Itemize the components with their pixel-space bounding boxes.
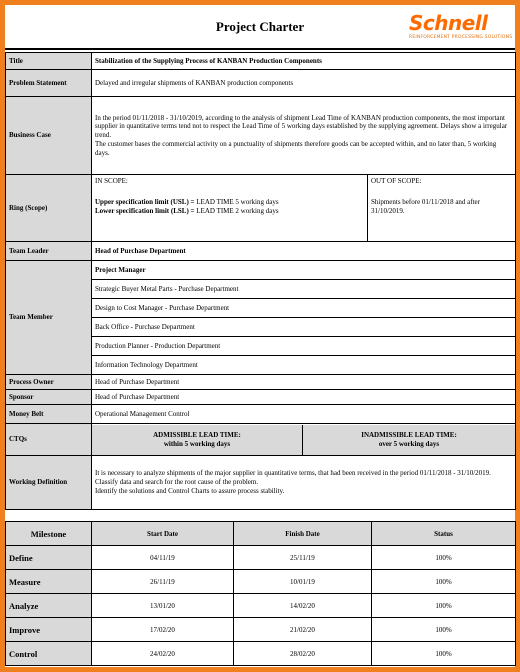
working-label: Working Definition	[6, 456, 92, 510]
row-owner	[6, 375, 516, 390]
row-problem	[6, 70, 516, 97]
milestone-finish: 14/02/20	[234, 594, 372, 618]
out-scope-title: OUT OF SCOPE:	[371, 177, 422, 185]
milestone-header: Milestone	[6, 522, 92, 546]
belt-value: Operational Management Control	[92, 405, 516, 424]
milestone-finish: 25/11/19	[234, 546, 372, 570]
leader-value: Head of Purchase Department	[92, 242, 516, 261]
problem-value: Delayed and irregular shipments of KANBAN production components	[92, 70, 516, 97]
member-item: Design to Cost Manager - Purchase Department	[92, 299, 516, 318]
lsl-line: Lower specification limit (LSL) = LEAD TIME 2 working days	[95, 206, 279, 215]
milestone-status: 100%	[372, 618, 516, 642]
members-label: Team Member	[6, 261, 92, 375]
member-row	[6, 261, 516, 280]
milestone-finish: 28/02/20	[234, 642, 372, 666]
business-value	[92, 97, 516, 175]
milestone-row	[6, 618, 516, 642]
milestone-name: Analyze	[6, 594, 92, 618]
working-value: It is necessary to analyze shipments of the major supplier in quantitative terms, that had been received in the period 01/11/2018 - 31/10/2019. Classify data and search for the root cause of the problem. Identify the solutions and Control Charts to assure process stability.	[92, 456, 516, 510]
owner-value: Head of Purchase Department	[92, 375, 516, 390]
ctq-admissible: ADMISSIBLE LEAD TIME: within 5 working days	[92, 425, 303, 455]
member-item: Project Manager	[92, 261, 516, 280]
status-header: Status	[372, 522, 516, 546]
milestone-finish: 10/01/19	[234, 570, 372, 594]
row-working	[6, 456, 516, 510]
milestone-row	[6, 642, 516, 666]
row-belt	[6, 405, 516, 424]
charter-table	[5, 52, 516, 510]
milestone-start: 24/02/20	[92, 642, 234, 666]
in-scope-cell	[92, 175, 368, 242]
usl-line: Upper specification limit (USL) = LEAD TIME 5 working days	[95, 197, 279, 206]
milestone-finish: 21/02/20	[234, 618, 372, 642]
row-leader	[6, 242, 516, 261]
sponsor-value: Head of Purchase Department	[92, 390, 516, 405]
logo-name: Schnell	[409, 11, 488, 35]
milestone-name: Control	[6, 642, 92, 666]
milestone-status: 100%	[372, 594, 516, 618]
problem-label: Problem Statement	[6, 70, 92, 97]
title-label: Title	[6, 53, 92, 70]
document-header	[5, 5, 515, 50]
row-title	[6, 53, 516, 70]
logo-tagline: REINFORCEMENT PROCESSING SOLUTIONS	[409, 35, 513, 40]
ring-label: Ring (Scope)	[6, 175, 92, 242]
out-scope-value: Shipments before 01/11/2018 and after 31/10/2019.	[371, 197, 480, 215]
row-ctq	[6, 424, 516, 456]
start-header: Start Date	[92, 522, 234, 546]
milestone-header-row	[6, 522, 516, 546]
member-item: Strategic Buyer Metal Parts - Purchase Department	[92, 280, 516, 299]
milestone-status: 100%	[372, 570, 516, 594]
milestone-start: 13/01/20	[92, 594, 234, 618]
sponsor-label: Sponsor	[6, 390, 92, 405]
row-business	[6, 97, 516, 175]
owner-label: Process Owner	[6, 375, 92, 390]
business-label: Business Case	[6, 97, 92, 175]
milestone-status: 100%	[372, 642, 516, 666]
ctq-inadmissible: INADMISSIBLE LEAD TIME: over 5 working days	[303, 425, 516, 455]
milestone-row	[6, 594, 516, 618]
company-logo	[407, 11, 513, 43]
business-p1: In the period 01/11/2018 - 31/10/2019, according to the analysis of shipment Lead Time of KANBAN production components, the most important supplier in quantitative terms tend not to respect the Lead Time of 5 working days established by the supplying agreement. Delays show a irregular trend.	[95, 113, 508, 140]
out-scope-cell	[368, 175, 516, 242]
belt-label: Money Belt	[6, 405, 92, 424]
charter-document	[5, 5, 515, 667]
title-value: Stabilization of the Supplying Process of KANBAN Production Components	[92, 53, 516, 70]
in-scope-title: IN SCOPE:	[95, 177, 128, 185]
page-title: Project Charter	[215, 19, 305, 34]
milestone-row	[6, 570, 516, 594]
milestone-status: 100%	[372, 546, 516, 570]
milestone-table	[5, 521, 516, 666]
finish-header: Finish Date	[234, 522, 372, 546]
leader-label: Team Leader	[6, 242, 92, 261]
row-sponsor	[6, 390, 516, 405]
milestone-name: Define	[6, 546, 92, 570]
milestone-start: 26/11/19	[92, 570, 234, 594]
member-item: Information Technology Department	[92, 356, 516, 375]
business-p2: The customer bases the commercial activity on a punctuality of shipments therefore goods can be accepted within, and no later than, 5 working days.	[95, 139, 497, 157]
milestone-name: Measure	[6, 570, 92, 594]
ctq-label: CTQs	[6, 424, 92, 456]
milestone-start: 17/02/20	[92, 618, 234, 642]
ctq-table	[92, 425, 515, 455]
milestone-start: 04/11/19	[92, 546, 234, 570]
member-item: Production Planner - Production Department	[92, 337, 516, 356]
milestone-row	[6, 546, 516, 570]
milestone-name: Improve	[6, 618, 92, 642]
row-ring	[6, 175, 516, 242]
member-item: Back Office - Purchase Department	[92, 318, 516, 337]
